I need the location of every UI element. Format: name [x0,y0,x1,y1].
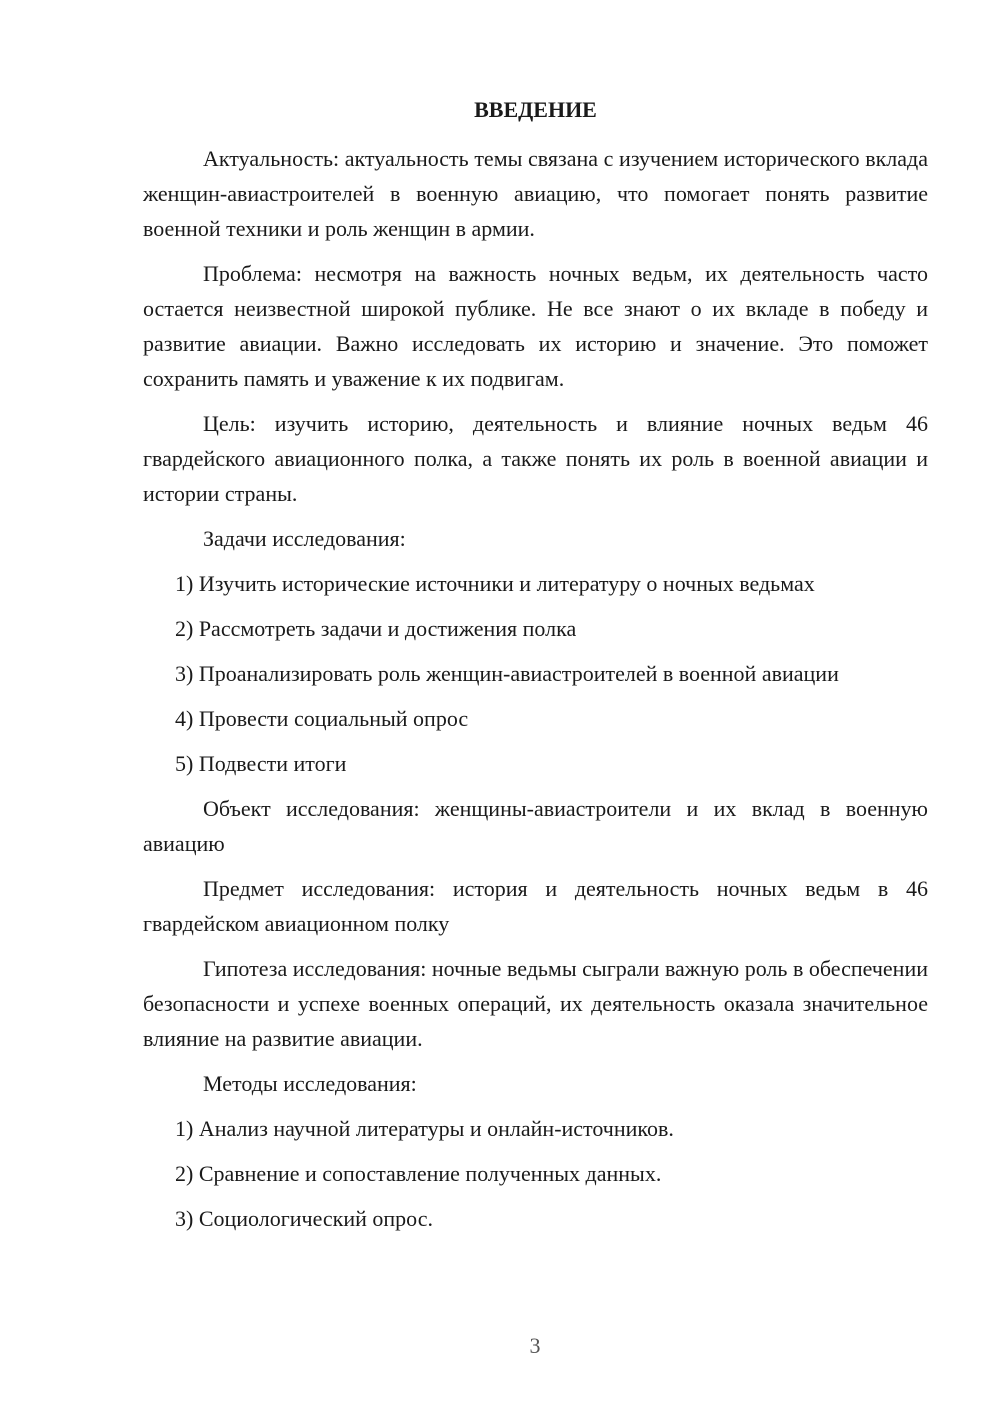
page-number: 3 [529,1333,541,1358]
method-item: 1) Анализ научной литературы и онлайн-источников. [175,1116,674,1141]
methods-label: Методы исследования: [203,1071,417,1096]
object-paragraph: Объект исследования: женщины-авиастроители и их вклад в военную авиацию [143,796,928,856]
section-heading: ВВЕДЕНИЕ [474,97,597,122]
task-item: 5) Подвести итоги [175,751,347,776]
task-item: 2) Рассмотреть задачи и достижения полка [175,616,577,641]
method-item: 3) Социологический опрос. [175,1206,433,1231]
subject-paragraph: Предмет исследования: история и деятельность ночных ведьм в 46 гвардейском авиационном полку [143,876,928,936]
task-item: 4) Провести социальный опрос [175,706,469,731]
relevance-paragraph: Актуальность: актуальность темы связана с изучением исторического вклада женщин-авиастроителей в военную авиацию, что помогает понять развитие военной техники и роль женщин в армии. [143,146,928,241]
hypothesis-paragraph: Гипотеза исследования: ночные ведьмы сыграли важную роль в обеспечении безопасности и успехе военных операций, их деятельность оказала значительное влияние на развитие авиации. [143,956,928,1051]
goal-paragraph: Цель: изучить историю, деятельность и влияние ночных ведьм 46 гвардейского авиационного полка, а также понять их роль в военной авиации и истории страны. [143,411,928,506]
tasks-label: Задачи исследования: [203,526,406,551]
problem-paragraph: Проблема: несмотря на важность ночных ведьм, их деятельность часто остается неизвестной широкой публике. Не все знают о их вкладе в победу и развитие авиации. Важно исследовать их историю и значение. Это поможет сохранить память и уважение к их подвигам. [143,261,928,391]
method-item: 2) Сравнение и сопоставление полученных данных. [175,1161,662,1186]
task-item: 1) Изучить исторические источники и литературу о ночных ведьмах [175,571,815,596]
task-item: 3) Проанализировать роль женщин-авиастроителей в военной авиации [175,661,839,686]
page-content [143,95,928,1246]
